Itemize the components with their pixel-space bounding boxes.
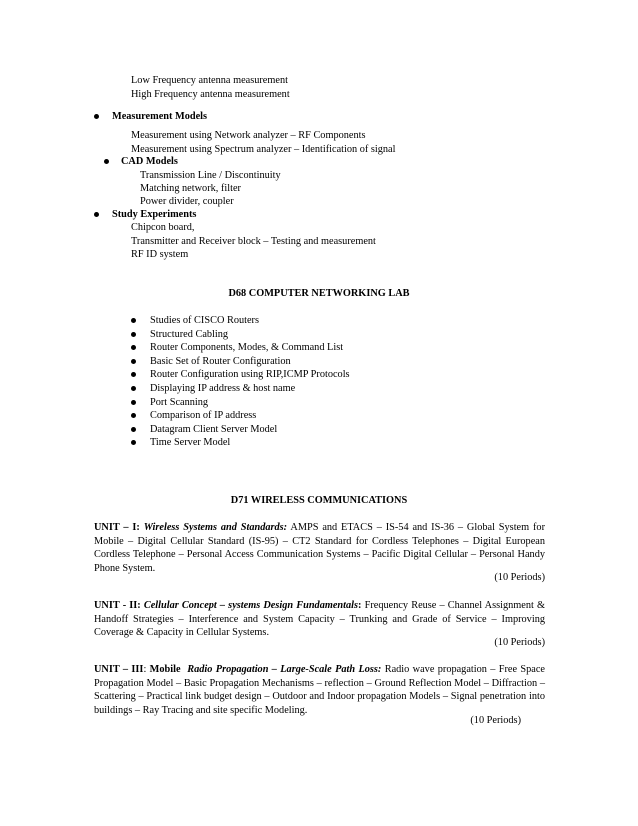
unit-topic: Radio Propagation – Large-Scale Path Loss: — [187, 664, 382, 675]
text-line: High Frequency antenna measurement — [131, 89, 290, 100]
section-title: D68 COMPUTER NETWORKING LAB — [228, 288, 410, 299]
unit-body: AMPS and ETACS – IS-54 and IS-36 – Global System for Mobile – Digital Cellular Standard (IS-95) – CT2 Standard for Cordless Telephones – Digital European Cordless Telephone – Personal Access Communication Systems – Pacific Digital Cellular – Personal Handy Phone System. — [94, 522, 546, 575]
list-item: Port Scanning — [150, 396, 209, 408]
unit-topic: Wireless Systems and Standards: — [143, 522, 288, 533]
unit-label: UNIT – III — [94, 664, 144, 675]
section-heading: Study Experiments — [112, 209, 197, 220]
bullet-icon — [131, 386, 136, 391]
unit-periods: (10 Periods) — [470, 715, 521, 726]
text-line: Power divider, coupler — [140, 196, 234, 207]
text-line: Transmission Line / Discontinuity — [140, 170, 281, 181]
unit-paragraph — [94, 521, 545, 576]
text-line: Measurement using Spectrum analyzer – Identification of signal — [131, 144, 396, 155]
unit-label: UNIT – I: — [94, 522, 140, 533]
section-heading: Measurement Models — [112, 111, 208, 122]
list-item: Displaying IP address & host name — [150, 383, 296, 394]
bullet-icon — [131, 400, 136, 405]
list-item: Datagram Client Server Model — [150, 423, 278, 435]
list-item: Structured Cabling — [150, 328, 229, 340]
text-line: Chipcon board, — [131, 222, 195, 233]
bullet-icon — [131, 413, 136, 418]
text-line: Measurement using Network analyzer – RF Components — [131, 130, 366, 141]
bullet-icon — [131, 318, 136, 323]
bullet-icon — [131, 359, 136, 364]
list-item: Studies of CISCO Routers — [150, 315, 259, 326]
list-item: Router Components, Modes, & Command List — [150, 342, 344, 354]
bullet-icon — [131, 332, 136, 337]
unit-colon: : — [143, 664, 147, 675]
text-line: Transmitter and Receiver block – Testing and measurement — [131, 236, 376, 247]
section-heading: CAD Models — [121, 156, 178, 167]
unit-prefix: Mobile — [149, 664, 181, 675]
bullet-icon — [131, 427, 136, 432]
unit-body: Frequency Reuse – Channel Assignment & Handoff Strategies – Interference and System Capacity – Trunking and Grade of Service – Improving Coverage & Capacity in Cellular Systems. — [94, 600, 545, 639]
unit-colon: : — [358, 600, 362, 611]
text-line: RF ID system — [131, 249, 189, 260]
bullet-icon — [104, 159, 109, 164]
bullet-icon — [131, 440, 136, 445]
section-title: D71 WIRELESS COMMUNICATIONS — [230, 495, 408, 506]
unit-label: UNIT - II: — [94, 600, 141, 611]
unit-paragraph — [94, 663, 545, 718]
list-item: Time Server Model — [150, 437, 231, 449]
unit-topic: Cellular Concept – systems Design Fundamentals — [143, 600, 359, 611]
list-item: Router Configuration using RIP,ICMP Protocols — [150, 369, 350, 381]
list-item: Comparison of IP address — [150, 410, 257, 422]
unit-periods: (10 Periods) — [494, 572, 545, 583]
text-line: Matching network, filter — [140, 183, 241, 194]
unit-paragraph — [94, 599, 545, 640]
bullet-icon — [131, 345, 136, 350]
text-line: Low Frequency antenna measurement — [131, 75, 288, 86]
bullet-icon — [94, 114, 99, 119]
unit-periods: (10 Periods) — [494, 637, 545, 648]
list-item: Basic Set of Router Configuration — [150, 355, 291, 367]
bullet-icon — [131, 372, 136, 377]
unit-body: Radio wave propagation – Free Space Propagation Model – Basic Propagation Mechanisms – reflection – Ground Reflection Model – Diffraction – Scattering – Practical link budget design – Outdoor and Indoor propagation Models – Signal penetration into buildings – Ray Tracing and site specific Modeling. — [94, 664, 545, 717]
bullet-icon — [94, 212, 99, 217]
